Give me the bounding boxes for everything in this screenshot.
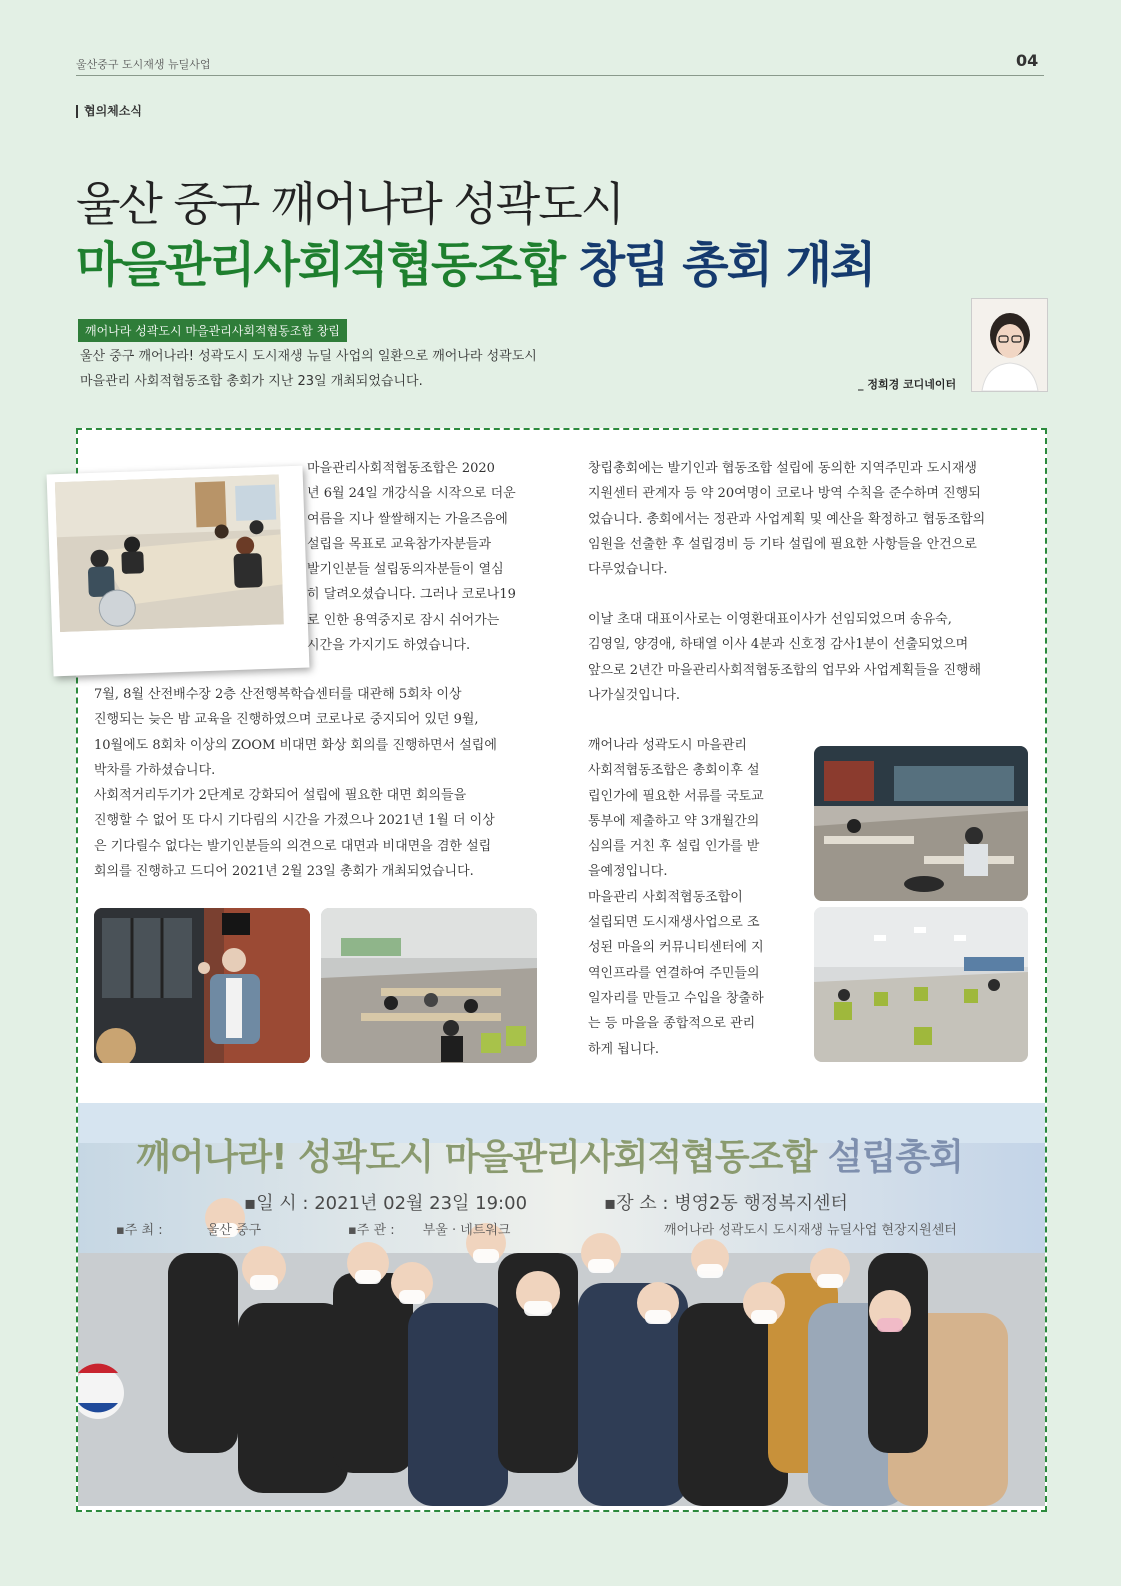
text-line: 회의를 진행하고 드디어 2021년 2월 23일 총회가 개최되었습니다. <box>94 864 474 880</box>
text-line: 역인프라를 연결하여 주민들의 <box>588 965 760 981</box>
banner-title-end: 설립총회 <box>827 1137 963 1178</box>
banner-date: ▪일 시 : 2021년 02월 23일 19:00 <box>244 1193 528 1214</box>
text-line: 일자리를 만들고 수입을 창출하 <box>588 990 764 1006</box>
text-line: 발기인분들 설립동의자분들이 열심 <box>307 562 504 578</box>
text-line: 진행할 수 없어 또 다시 기다림의 시간을 가졌으나 2021년 1월 더 이상 <box>94 813 495 829</box>
header-publication-name: 울산중구 도시재생 뉴딜사업 <box>76 58 211 71</box>
section-label: 협의체소식 <box>76 105 142 118</box>
text-line: 마을관리 사회적협동조합이 <box>588 889 743 905</box>
text-line: 진행되는 늦은 밤 교육을 진행하였으며 코로나로 중지되어 있던 9월, <box>94 712 479 728</box>
text-line: 년 6월 24일 개강식을 시작으로 더운 <box>307 486 516 502</box>
banner-host <box>116 1219 261 1238</box>
article-col1-bottom <box>94 682 497 884</box>
text-line: 설립을 목표로 교육참가자분들과 <box>307 536 492 552</box>
banner-host-value: 울산 중구 <box>206 1223 262 1238</box>
text-line: 나가실것입니다. <box>588 687 681 703</box>
text-line: 하게 됩니다. <box>588 1041 660 1057</box>
article-col2-mid <box>588 607 981 708</box>
headline-green-part: 마을관리사회적협동조합 <box>76 237 565 293</box>
text-line: 는 등 마을을 종합적으로 관리 <box>588 1016 756 1032</box>
banner-organizer-label: ▪주 관 : <box>348 1223 395 1238</box>
photo-assembly-hall <box>321 908 537 1063</box>
text-line: 로 인한 용역중지로 잠시 쉬어가는 <box>307 612 500 628</box>
text-line: 여름을 지나 쌀쌀해지는 가을즈음에 <box>307 511 508 527</box>
subtitle-tag: 깨어나라 성곽도시 마을관리사회적협동조합 창립 <box>78 319 347 342</box>
lead-line: 울산 중구 깨어나라! 성곽도시 도시재생 뉴딜 사업의 일환으로 깨어나라 성곽도시 <box>80 349 537 364</box>
text-line: 깨어나라 성곽도시 마을관리 <box>588 738 747 753</box>
text-line: 을예정입니다. <box>588 864 668 880</box>
author-byline: _ 정희경 코디네이터 <box>858 378 957 391</box>
text-line: 심의를 거친 후 설립 인가를 받 <box>588 839 760 855</box>
text-line: 사회적거리두기가 2단계로 강화되어 설립에 필요한 대면 회의들을 <box>94 788 467 804</box>
text-line: 10월에도 8회차 이상의 ZOOM 비대면 화상 회의를 진행하면서 설립에 <box>94 737 497 753</box>
photo-meeting-room <box>814 746 1028 901</box>
photo-distanced-seating <box>814 907 1028 1062</box>
author-portrait <box>971 298 1048 392</box>
article-col2-top <box>588 456 985 582</box>
banner-place: ▪장 소 : 병영2동 행정복지센터 <box>604 1193 848 1214</box>
text-line: 박차를 가하셨습니다. <box>94 762 216 778</box>
text-line: 다루었습니다. <box>588 562 668 578</box>
photo-speaker <box>94 908 310 1063</box>
headline-line1: 울산 중구 깨어나라 성곽도시 <box>76 177 624 231</box>
headline-blue-part: 창립 총회 개최 <box>578 237 875 293</box>
text-line: 7월, 8월 산전배수장 2층 산전행복학습센터를 대관해 5회차 이상 <box>94 687 462 702</box>
text-line: 마을관리사회적협동조합은 2020 <box>307 461 495 476</box>
text-line: 었습니다. 총회에서는 정관과 사업계획 및 예산을 확정하고 협동조합의 <box>588 511 986 527</box>
text-line: 통부에 제출하고 약 3개월간의 <box>588 813 760 829</box>
banner-title-main: 깨어나라! 성곽도시 마을관리사회적협동조합 <box>136 1137 828 1178</box>
text-line: 사회적협동조합은 총회이후 설 <box>588 763 760 779</box>
text-line: 성된 마을의 커뮤니티센터에 지 <box>588 940 764 956</box>
text-line: 시간을 가지기도 하였습니다. <box>307 638 471 654</box>
text-line: 설립되면 도시재생사업으로 조 <box>588 915 760 931</box>
lead-paragraph <box>80 344 640 394</box>
banner-support: 깨어나라 성곽도시 도시재생 뉴딜사업 현장지원센터 <box>664 1223 957 1238</box>
page-number: 04 <box>1016 51 1039 70</box>
text-line: 이날 초대 대표이사로는 이영환대표이사가 선임되었으며 송유숙, <box>588 612 952 627</box>
group-photo-banner <box>78 1103 1045 1506</box>
text-line: 지원센터 관계자 등 약 20여명이 코로나 방역 수칙을 준수하며 진행되 <box>588 486 981 502</box>
banner-organizer <box>348 1219 510 1238</box>
text-line: 은 기다릴수 없다는 발기인분들의 의견으로 대면과 비대면을 겸한 설립 <box>94 838 492 854</box>
article-col2-bottom <box>588 733 764 1062</box>
text-line: 히 달려오셨습니다. 그러나 코로나19 <box>307 587 516 603</box>
banner-title <box>136 1129 963 1180</box>
banner-organizer-value: 부울 · 네트워크 <box>422 1223 511 1238</box>
article-col1-top <box>307 456 516 658</box>
headline-line2 <box>76 226 874 295</box>
text-line: 임원을 선출한 후 설립경비 등 기타 설립에 필요한 사항들을 안건으로 <box>588 536 977 552</box>
banner-host-label: ▪주 최 : <box>116 1223 163 1238</box>
photo-education-session <box>47 466 310 677</box>
text-line: 김영일, 양경애, 하태열 이사 4분과 신호정 감사1분이 선출되었으며 <box>588 637 969 653</box>
text-line: 앞으로 2년간 마을관리사회적협동조합의 업무와 사업계획들을 진행해 <box>588 662 982 678</box>
text-line: 립인가에 필요한 서류를 국토교 <box>588 788 764 804</box>
lead-line: 마을관리 사회적협동조합 총회가 지난 23일 개최되었습니다. <box>80 374 423 389</box>
header-divider <box>76 75 1044 76</box>
text-line: 창립총회에는 발기인과 협동조합 설립에 동의한 지역주민과 도시재생 <box>588 461 977 476</box>
